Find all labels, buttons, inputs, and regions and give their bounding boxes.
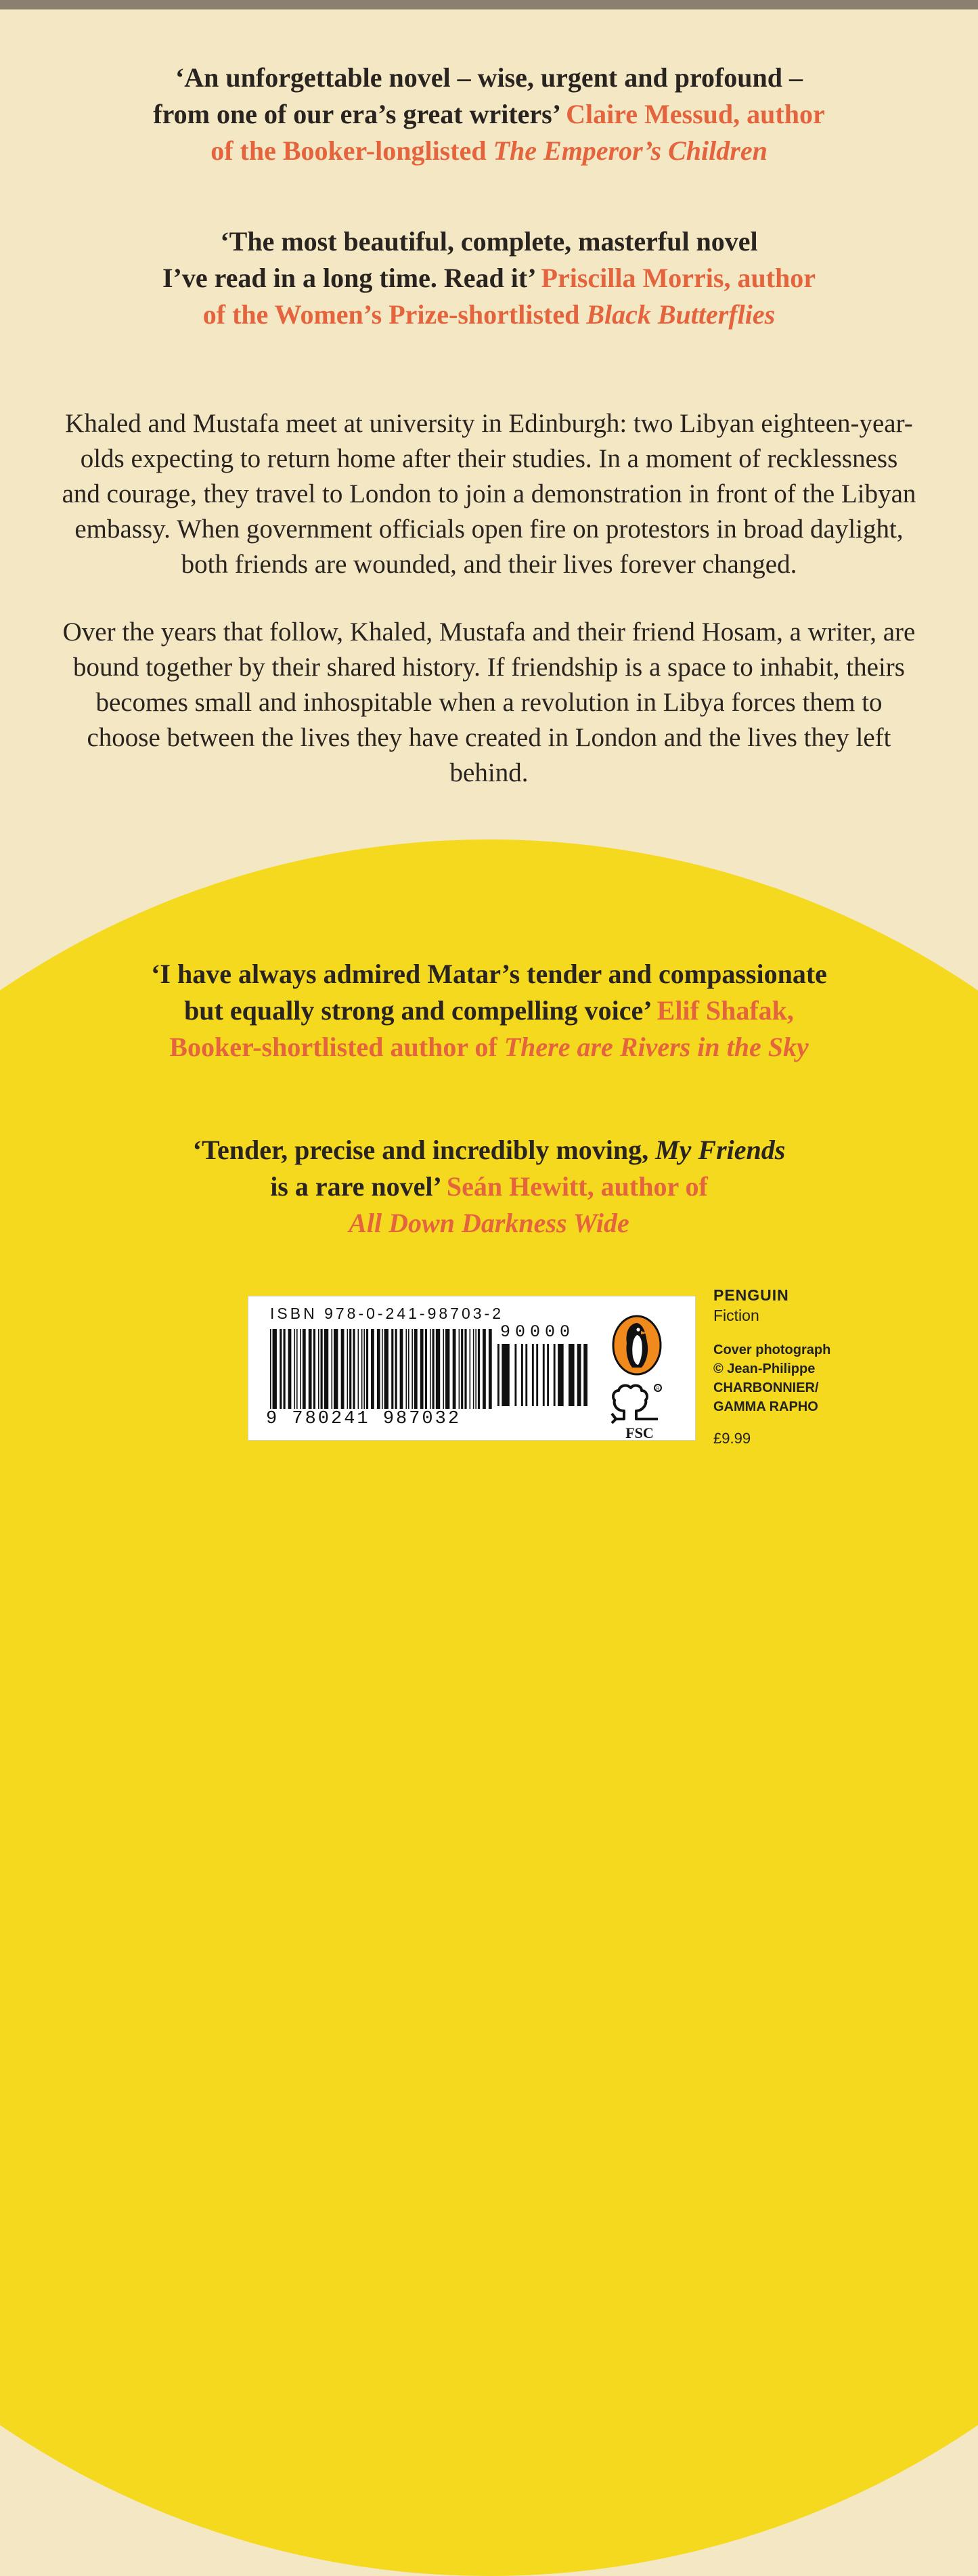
quote-attribution: Booker-shortlisted author of <box>169 1032 504 1062</box>
barcode-bar <box>420 1329 424 1409</box>
credit-line: CHARBONNIER/ <box>713 1380 819 1395</box>
book-title: My Friends <box>655 1135 786 1165</box>
barcode-bar <box>288 1329 292 1409</box>
quote-attribution: Elif Shafak, <box>657 995 794 1026</box>
barcode-bar <box>377 1329 380 1409</box>
praise-quote-shafak <box>0 956 978 1066</box>
barcode-bar <box>366 1329 368 1409</box>
barcode-bar <box>412 1329 413 1409</box>
barcode-bar <box>514 1344 516 1406</box>
penguin-logo-icon <box>612 1315 662 1376</box>
synopsis-paragraph: Khaled and Mustafa meet at university in Edinburgh: two Libyan eighteen-year-olds expecting to return home after their studies. In a moment of recklessness and courage, they travel to London to join a demonstration in front of the Libyan embassy. When government officials open fire on protestors in broad daylight, both friends are wounded, and their lives forever changed. <box>62 409 916 579</box>
barcode-bar <box>461 1329 463 1409</box>
barcode-bar <box>464 1329 466 1409</box>
publisher-name: PENGUIN <box>713 1286 789 1304</box>
quote-line: from one of our era’s great writers’ Claire Messud, author <box>153 99 825 129</box>
barcode-bar <box>502 1344 509 1406</box>
imprint-info <box>713 1285 830 1447</box>
barcode-bar <box>577 1344 581 1406</box>
barcode-bar <box>525 1344 527 1406</box>
barcode-bar <box>341 1329 344 1409</box>
barcode-bar <box>425 1329 427 1409</box>
synopsis-paragraph: Over the years that follow, Khaled, Mustafa and their friend Hosam, a writer, are bound together by their shared history. If friendship is a space to inhabit, theirs becomes small and inhospitable when a revolution in Libya forces them to choose between the lives they have created in London and the lives they left behind. <box>62 617 916 787</box>
barcode-bar <box>558 1344 564 1406</box>
sun-circle-graphic <box>0 839 978 2576</box>
barcode-bar <box>547 1344 549 1406</box>
barcode-bar <box>358 1329 359 1409</box>
barcode-bar <box>543 1344 545 1406</box>
fsc-label: FSC <box>625 1424 654 1441</box>
barcode-bar <box>395 1329 397 1409</box>
barcode-bar <box>443 1329 444 1409</box>
quote-line: ‘I have always admired Matar’s tender and compassionate <box>151 959 827 989</box>
barcode-bar <box>453 1329 456 1409</box>
genre-label: Fiction <box>713 1307 759 1324</box>
ean-barcode <box>270 1329 493 1409</box>
quote-line <box>0 133 978 169</box>
barcode-bar <box>347 1329 349 1409</box>
praise-quote-messud <box>0 60 978 169</box>
quote-line <box>0 297 978 333</box>
book-synopsis <box>61 406 917 791</box>
barcode-bar <box>521 1344 523 1406</box>
barcode-bar <box>414 1329 418 1409</box>
barcode-bar <box>296 1329 298 1409</box>
barcode-bar <box>294 1329 295 1409</box>
barcode-bar <box>569 1344 575 1406</box>
barcode-bar <box>583 1344 587 1406</box>
barcode-bar <box>313 1329 315 1409</box>
attributed-book-title: The Emperor’s Children <box>493 135 768 166</box>
barcode-bar <box>361 1329 363 1409</box>
fsc-tree-icon <box>609 1381 665 1426</box>
ean-digits: 9 780241 987032 <box>266 1409 462 1429</box>
quote-line: I’ve read in a long time. Read it’ Priscilla Morris, author <box>162 263 816 293</box>
barcode-bar <box>309 1329 312 1409</box>
attributed-book-title: All Down Darkness Wide <box>349 1208 629 1238</box>
quote-line <box>0 1205 978 1242</box>
cover-top-edge <box>0 0 978 9</box>
addon-barcode <box>497 1344 592 1406</box>
svg-text:R: R <box>656 1387 660 1391</box>
barcode-bar <box>280 1329 282 1409</box>
quote-line: ‘Tender, precise and incredibly moving, My Friends <box>192 1135 786 1165</box>
barcode-bar <box>489 1329 492 1409</box>
barcode-bar <box>459 1329 460 1409</box>
quote-attribution: of the Women’s Prize-shortlisted <box>202 299 587 330</box>
barcode-bar <box>478 1329 480 1409</box>
quote-line: ‘The most beautiful, complete, masterful novel <box>220 226 758 257</box>
attributed-book-title: Black Butterflies <box>586 299 776 330</box>
barcode-bar <box>470 1329 471 1409</box>
credit-line: Cover photograph <box>713 1342 831 1357</box>
barcode-bar <box>270 1329 271 1409</box>
barcode-bar <box>554 1344 556 1406</box>
barcode-bar <box>408 1329 409 1409</box>
barcode-bar <box>382 1329 383 1409</box>
barcode-bar <box>273 1329 277 1409</box>
attributed-book-title: There are Rivers in the Sky <box>504 1032 809 1062</box>
barcode-bar <box>432 1329 435 1409</box>
barcode-bar <box>497 1344 499 1406</box>
credit-line: © Jean-Philippe <box>713 1361 816 1376</box>
barcode-bar <box>473 1329 474 1409</box>
praise-quote-morris <box>0 223 978 333</box>
barcode-bar <box>430 1329 431 1409</box>
quote-line: but equally strong and compelling voice’ Elif Shafak, <box>184 995 794 1026</box>
quote-line: is a rare novel’ Seán Hewitt, author of <box>270 1171 708 1202</box>
barcode-bar <box>300 1329 301 1409</box>
barcode-bar <box>371 1329 374 1409</box>
barcode-bar <box>321 1329 323 1409</box>
barcode-bar <box>303 1329 306 1409</box>
barcode-bar <box>445 1329 449 1409</box>
barcode-bar <box>400 1329 403 1409</box>
barcode-bar <box>363 1329 365 1409</box>
quote-attribution: Claire Messud, author <box>566 99 825 129</box>
barcode-bar <box>334 1329 338 1409</box>
quote-attribution: of the Booker-longlisted <box>210 135 493 166</box>
barcode-bar <box>436 1329 440 1409</box>
price-addon-digits: 90000 <box>500 1322 575 1342</box>
barcode-bar <box>536 1344 538 1406</box>
quote-line: ‘An unforgettable novel – wise, urgent and profound – <box>175 62 803 93</box>
quote-attribution: Seán Hewitt, author of <box>446 1171 708 1202</box>
quote-attribution: Priscilla Morris, author <box>541 263 816 293</box>
barcode-bar <box>324 1329 328 1409</box>
barcode-bar <box>405 1329 407 1409</box>
barcode-bar <box>284 1329 286 1409</box>
price-label: £9.99 <box>713 1430 751 1447</box>
credit-line: GAMMA RAPHO <box>713 1399 818 1414</box>
barcode-bar <box>353 1329 355 1409</box>
barcode-bar <box>349 1329 351 1409</box>
barcode-bar <box>532 1344 534 1406</box>
barcode-bar <box>391 1329 393 1409</box>
barcode-bar <box>475 1329 476 1409</box>
barcode-bar <box>483 1329 486 1409</box>
barcode-bar <box>318 1329 319 1409</box>
quote-line <box>0 1029 978 1066</box>
barcode-bar <box>384 1329 388 1409</box>
praise-quote-hewitt <box>0 1132 978 1242</box>
barcode-bar <box>331 1329 332 1409</box>
cover-credit <box>713 1340 830 1416</box>
isbn-label: ISBN 978-0-241-98703-2 <box>270 1305 504 1322</box>
